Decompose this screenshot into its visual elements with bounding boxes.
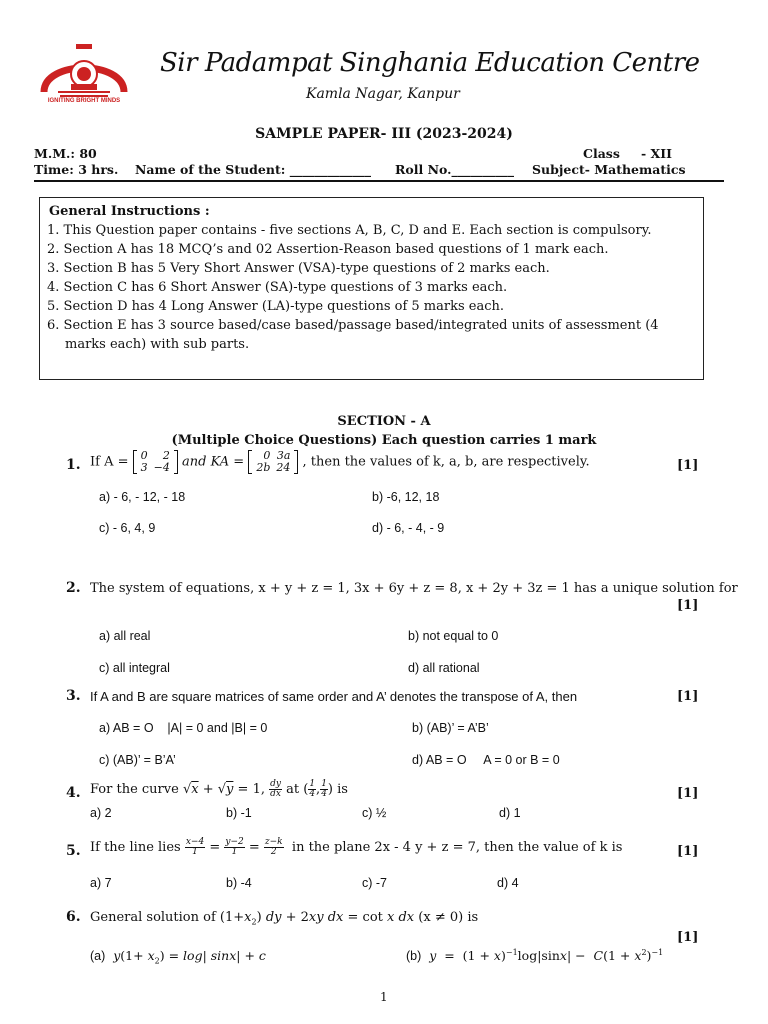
option: a) 2 <box>90 806 112 820</box>
option: d) - 6, - 4, - 9 <box>372 521 445 535</box>
option: a) 7 <box>90 876 112 890</box>
matrix-ka: 0 3a 2b 24 <box>248 450 298 474</box>
q4-post: is <box>337 782 348 797</box>
option: d) all rational <box>408 661 480 675</box>
question-number: 2. <box>66 580 81 596</box>
option: c) (AB)’ = B’A’ <box>99 753 176 767</box>
option: b) -6, 12, 18 <box>372 490 440 504</box>
marks: [1] <box>677 786 699 801</box>
max-marks: M.M.: 80 <box>34 146 97 161</box>
option: c) - 6, 4, 9 <box>99 521 156 535</box>
q4-mid: at <box>286 782 300 797</box>
option-label: (a) <box>90 949 106 963</box>
page-number: 1 <box>380 990 388 1004</box>
option: b) -1 <box>226 806 252 820</box>
q5-post: in the plane 2x - 4 y + z = 7, then the value of k is <box>291 840 623 855</box>
question-number: 4. <box>66 785 81 801</box>
class-label: Class <box>583 146 620 161</box>
school-logo <box>38 44 130 108</box>
dy-dx: $\frac{dy}{dx}$ <box>270 779 281 799</box>
school-address: Kamla Nagar, Kanpur <box>306 86 460 102</box>
school-name: Sir Padampat Singhania Education Centre <box>160 48 700 78</box>
header-divider <box>34 180 724 182</box>
line-fraction: $\frac{z-k}{2}$ <box>264 837 283 857</box>
logo-tagline: IGNITING BRIGHT MINDS <box>47 98 121 104</box>
marks: [1] <box>677 689 699 704</box>
class-value: - XII <box>641 146 672 161</box>
option-label: (b) <box>406 949 422 964</box>
instruction-item: 5. Section D has 4 Long Answer (LA)-type questions of 5 marks each. <box>47 299 504 314</box>
option: a) all real <box>99 629 151 643</box>
marks: [1] <box>677 598 699 613</box>
q1-mid: and KA = <box>182 454 245 470</box>
instruction-item: marks each) with sub parts. <box>65 337 250 352</box>
question-4-text <box>90 780 348 799</box>
option: c) all integral <box>99 661 170 675</box>
section-subtitle: (Multiple Choice Questions) Each question carries 1 mark <box>171 433 597 448</box>
option: a) AB = O |A| = 0 and |B| = 0 <box>99 721 268 735</box>
option: b) (AB)’ = A’B’ <box>412 721 489 735</box>
option: b) -4 <box>226 876 252 890</box>
student-name-field: Name of the Student: _____________ <box>135 162 371 177</box>
instruction-item: 1. This Question paper contains - five sections A, B, C, D and E. Each section is compulsory. <box>47 223 652 238</box>
option: (b) $y = (1 + x)^{-1}\log|\sin x| - C(1 + x^2)^{-1}$ <box>406 948 664 964</box>
marks: [1] <box>677 844 699 859</box>
option: (a) $y(1+ x_2) = \log|$ sinx| + c <box>90 948 266 966</box>
sqrt-x: √x + √y = 1, <box>182 782 265 797</box>
matrix-a: 0 2 3 −4 <box>133 450 178 474</box>
option: b) not equal to 0 <box>408 629 499 643</box>
q1-post: , then the values of k, a, b, are respectively. <box>302 454 590 470</box>
q6-pre: General solution of (1+ <box>90 910 245 925</box>
question-number: 5. <box>66 843 81 859</box>
instruction-item: 2. Section A has 18 MCQ’s and 02 Assertion-Reason based questions of 1 mark each. <box>47 242 609 257</box>
line-fraction: $\frac{x-4}{1}$ <box>185 837 205 857</box>
option: c) -7 <box>362 876 387 890</box>
point-quarter: ( $\frac{1}{4}$ , $\frac{1}{4}$ ) <box>303 779 333 799</box>
paper-title: SAMPLE PAPER- III (2023-2024) <box>255 126 513 142</box>
instruction-item: 3. Section B has 5 Very Short Answer (VSA)-type questions of 2 marks each. <box>47 261 550 276</box>
option: d) 4 <box>497 876 519 890</box>
option: d) 1 <box>499 806 521 820</box>
marks: [1] <box>677 458 699 473</box>
question-5-text: If the line lies $\frac{x-4}{1}$ = $\frac{y-2}{1}$ = $\frac{z-k}{2}$ in the plane 2x - 4 y + z = 7, then the value of k is <box>90 837 623 857</box>
instructions-title: General Instructions : <box>49 204 210 219</box>
instruction-item: 4. Section C has 6 Short Answer (SA)-type questions of 3 marks each. <box>47 280 508 295</box>
question-3-text: If A and B are square matrices of same order and A’ denotes the transpose of A, then <box>90 689 578 704</box>
q5-pre: If the line lies <box>90 840 181 855</box>
option: d) AB = O A = 0 or B = 0 <box>412 753 560 767</box>
question-2-text: The system of equations, x + y + z = 1, 3x + 6y + z = 8, x + 2y + 3z = 1 has a unique solution for <box>90 581 738 596</box>
subject: Subject- Mathematics <box>532 162 686 177</box>
line-fraction: $\frac{y-2}{1}$ <box>225 837 244 857</box>
option: c) ½ <box>362 806 387 820</box>
question-6-text: General solution of $(1+x_2)$ dy + 2xy dx = cot x dx (x ≠ 0) is <box>90 910 479 927</box>
question-number: 6. <box>66 909 81 925</box>
question-number: 1. <box>66 457 81 473</box>
section-title: SECTION - A <box>337 414 431 429</box>
q6-post: (x ≠ 0) is <box>418 910 479 925</box>
instructions-box <box>39 197 704 380</box>
instruction-item: 6. Section E has 3 source based/case based/passage based/integrated units of assessment (4 <box>47 318 659 333</box>
option: a) - 6, - 12, - 18 <box>99 490 186 504</box>
marks: [1] <box>677 930 699 945</box>
q4-pre: For the curve <box>90 782 179 797</box>
question-number: 3. <box>66 688 81 704</box>
q1-pre: If A = <box>90 454 129 470</box>
question-1-text <box>90 450 590 474</box>
time-allowed: Time: 3 hrs. <box>34 162 119 177</box>
roll-number-field: Roll No.__________ <box>395 162 514 177</box>
